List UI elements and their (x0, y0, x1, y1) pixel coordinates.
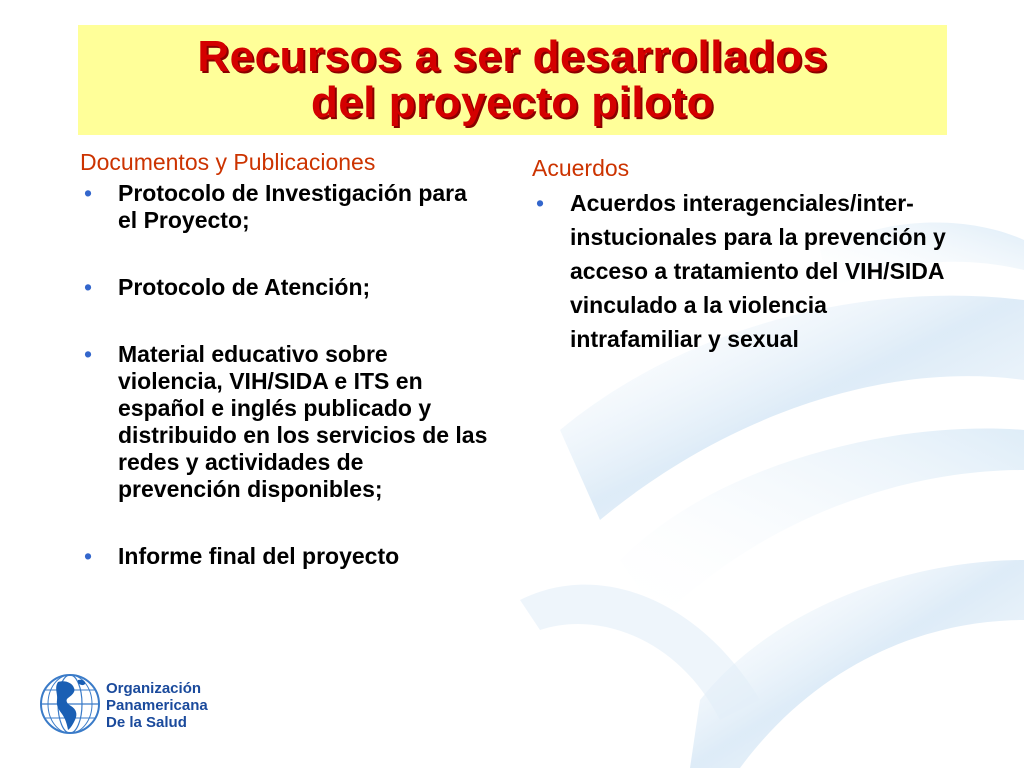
list-item-text: Protocolo de Atención; (118, 274, 371, 300)
list-item-text: Material educativo sobre violencia, VIH/SIDA e ITS en español e inglés publicado y distribuido en los servicios de las redes y actividades de prevención disponibles; (118, 341, 488, 502)
list-item (80, 543, 490, 570)
right-column (532, 154, 952, 356)
bullet-icon: • (84, 180, 93, 206)
globe-americas-icon (38, 672, 102, 736)
list-item (80, 274, 490, 301)
left-column-heading: Documentos y Publicaciones (80, 149, 376, 175)
title-line-1: Recursos a ser desarrollados (197, 32, 828, 81)
paho-logo (38, 672, 278, 738)
list-item-text: Acuerdos interagenciales/inter-instucionales para la prevención y acceso a tratamiento del VIH/SIDA vinculado a la violencia intrafamiliar y sexual (570, 190, 946, 352)
bullet-icon: • (536, 190, 545, 216)
list-item-text: Protocolo de Investigación para el Proyecto; (118, 180, 467, 233)
bullet-icon: • (84, 543, 93, 569)
right-bullet-list (532, 186, 952, 356)
list-item (80, 180, 490, 234)
title-line-2: del proyecto piloto (310, 78, 715, 127)
logo-line-3: De la Salud (106, 714, 187, 731)
list-item (80, 341, 490, 503)
bullet-icon: • (84, 341, 93, 367)
left-column (80, 148, 490, 570)
left-bullet-list (80, 180, 490, 570)
title-banner (78, 25, 947, 135)
logo-text (106, 680, 208, 731)
bullet-icon: • (84, 274, 93, 300)
right-column-heading: Acuerdos (532, 155, 630, 181)
list-item-text: Informe final del proyecto (118, 543, 400, 569)
logo-line-2: Panamericana (106, 697, 208, 714)
logo-line-1: Organización (106, 680, 202, 697)
list-item (532, 186, 952, 356)
